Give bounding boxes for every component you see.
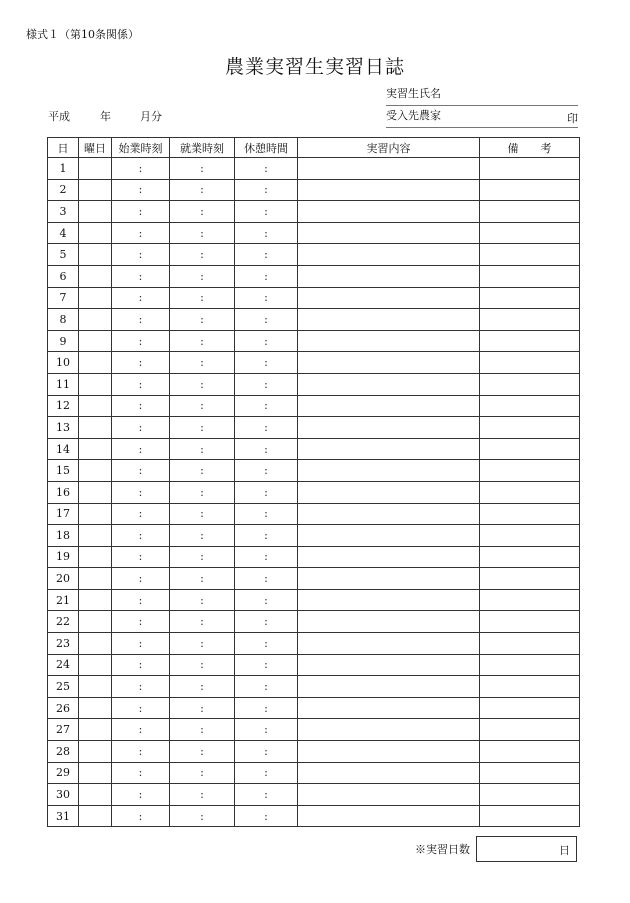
- weekday-cell[interactable]: [79, 611, 112, 633]
- training-content-cell[interactable]: [298, 460, 480, 482]
- weekday-cell[interactable]: [79, 784, 112, 806]
- table-row: [48, 611, 580, 633]
- end-time-cell[interactable]: :: [170, 222, 235, 244]
- column-header-weekday: 曜日: [79, 138, 112, 158]
- break-time-cell[interactable]: :: [235, 589, 298, 611]
- weekday-cell[interactable]: [79, 633, 112, 655]
- end-time-cell[interactable]: :: [170, 654, 235, 676]
- break-time-cell[interactable]: :: [235, 395, 298, 417]
- end-time-cell[interactable]: :: [170, 309, 235, 331]
- training-content-cell[interactable]: [298, 762, 480, 784]
- host-farm-label: 受入先農家: [386, 109, 441, 122]
- table-row: [48, 265, 580, 287]
- table-row: [48, 784, 580, 806]
- break-time-cell[interactable]: :: [235, 309, 298, 331]
- training-content-cell[interactable]: [298, 503, 480, 525]
- day-number: 27: [48, 719, 79, 741]
- weekday-cell[interactable]: [79, 460, 112, 482]
- end-time-cell[interactable]: :: [170, 741, 235, 763]
- end-time-cell[interactable]: :: [170, 568, 235, 590]
- remarks-cell[interactable]: [480, 287, 580, 309]
- weekday-cell[interactable]: [79, 287, 112, 309]
- remarks-cell[interactable]: [480, 481, 580, 503]
- table-row: [48, 546, 580, 568]
- break-time-cell[interactable]: :: [235, 460, 298, 482]
- weekday-cell[interactable]: [79, 222, 112, 244]
- start-time-cell[interactable]: :: [112, 503, 170, 525]
- table-row: [48, 525, 580, 547]
- table-row: [48, 222, 580, 244]
- break-time-cell[interactable]: :: [235, 611, 298, 633]
- day-number: 24: [48, 654, 79, 676]
- training-content-cell[interactable]: [298, 330, 480, 352]
- remarks-cell[interactable]: [480, 201, 580, 223]
- start-time-cell[interactable]: :: [112, 287, 170, 309]
- day-number: 17: [48, 503, 79, 525]
- start-time-cell[interactable]: :: [112, 784, 170, 806]
- remarks-cell[interactable]: [480, 244, 580, 266]
- end-time-cell[interactable]: :: [170, 589, 235, 611]
- remarks-cell[interactable]: [480, 805, 580, 827]
- training-content-cell[interactable]: [298, 481, 480, 503]
- column-header-start-time: 始業時刻: [112, 138, 170, 158]
- break-time-cell[interactable]: :: [235, 805, 298, 827]
- end-time-cell[interactable]: :: [170, 179, 235, 201]
- table-row: [48, 158, 580, 180]
- start-time-cell[interactable]: :: [112, 330, 170, 352]
- training-content-cell[interactable]: [298, 633, 480, 655]
- table-row: [48, 417, 580, 439]
- signature-block: [386, 84, 578, 128]
- table-row: [48, 633, 580, 655]
- end-time-cell[interactable]: :: [170, 546, 235, 568]
- training-content-cell[interactable]: [298, 784, 480, 806]
- year-label: 年: [100, 110, 111, 123]
- weekday-cell[interactable]: [79, 352, 112, 374]
- break-time-cell[interactable]: :: [235, 201, 298, 223]
- weekday-cell[interactable]: [79, 741, 112, 763]
- day-number: 20: [48, 568, 79, 590]
- training-content-cell[interactable]: [298, 352, 480, 374]
- day-number: 29: [48, 762, 79, 784]
- end-time-cell[interactable]: :: [170, 481, 235, 503]
- weekday-cell[interactable]: [79, 481, 112, 503]
- end-time-cell[interactable]: :: [170, 611, 235, 633]
- end-time-cell[interactable]: :: [170, 395, 235, 417]
- training-content-cell[interactable]: [298, 244, 480, 266]
- end-time-cell[interactable]: :: [170, 784, 235, 806]
- trainee-name-field[interactable]: [386, 84, 578, 106]
- training-content-cell[interactable]: [298, 697, 480, 719]
- end-time-cell[interactable]: :: [170, 460, 235, 482]
- training-content-cell[interactable]: [298, 309, 480, 331]
- day-number: 1: [48, 158, 79, 180]
- weekday-cell[interactable]: [79, 395, 112, 417]
- weekday-cell[interactable]: [79, 654, 112, 676]
- table-row: [48, 762, 580, 784]
- break-time-cell[interactable]: :: [235, 158, 298, 180]
- remarks-cell[interactable]: [480, 525, 580, 547]
- break-time-cell[interactable]: :: [235, 741, 298, 763]
- daily-log-table: [47, 137, 580, 827]
- seal-mark: 印: [567, 112, 578, 125]
- end-time-cell[interactable]: :: [170, 330, 235, 352]
- end-time-cell[interactable]: :: [170, 438, 235, 460]
- remarks-cell[interactable]: [480, 719, 580, 741]
- weekday-cell[interactable]: [79, 568, 112, 590]
- break-time-cell[interactable]: :: [235, 697, 298, 719]
- remarks-cell[interactable]: [480, 589, 580, 611]
- table-row: [48, 330, 580, 352]
- training-content-cell[interactable]: [298, 654, 480, 676]
- remarks-cell[interactable]: [480, 330, 580, 352]
- column-header-break-time: 休憩時間: [235, 138, 298, 158]
- start-time-cell[interactable]: :: [112, 762, 170, 784]
- training-content-cell[interactable]: [298, 676, 480, 698]
- training-content-cell[interactable]: [298, 158, 480, 180]
- remarks-cell[interactable]: [480, 676, 580, 698]
- start-time-cell[interactable]: :: [112, 265, 170, 287]
- remarks-cell[interactable]: [480, 222, 580, 244]
- training-content-cell[interactable]: [298, 568, 480, 590]
- training-content-cell[interactable]: [298, 589, 480, 611]
- training-content-cell[interactable]: [298, 719, 480, 741]
- day-number: 7: [48, 287, 79, 309]
- end-time-cell[interactable]: :: [170, 244, 235, 266]
- start-time-cell[interactable]: :: [112, 201, 170, 223]
- remarks-cell[interactable]: [480, 633, 580, 655]
- day-number: 4: [48, 222, 79, 244]
- table-row: [48, 676, 580, 698]
- start-time-cell[interactable]: :: [112, 460, 170, 482]
- break-time-cell[interactable]: :: [235, 287, 298, 309]
- break-time-cell[interactable]: :: [235, 762, 298, 784]
- table-row: [48, 460, 580, 482]
- end-time-cell[interactable]: :: [170, 805, 235, 827]
- total-days-unit: 日: [559, 844, 570, 857]
- table-row: [48, 373, 580, 395]
- remarks-cell[interactable]: [480, 568, 580, 590]
- column-header-remarks: 備 考: [480, 138, 580, 158]
- break-time-cell[interactable]: :: [235, 481, 298, 503]
- training-content-cell[interactable]: [298, 179, 480, 201]
- end-time-cell[interactable]: :: [170, 676, 235, 698]
- training-content-cell[interactable]: [298, 373, 480, 395]
- start-time-cell[interactable]: :: [112, 481, 170, 503]
- table-row: [48, 805, 580, 827]
- day-number: 19: [48, 546, 79, 568]
- table-row: [48, 568, 580, 590]
- table-row: [48, 352, 580, 374]
- end-time-cell[interactable]: :: [170, 719, 235, 741]
- day-number: 14: [48, 438, 79, 460]
- table-row: [48, 287, 580, 309]
- start-time-cell[interactable]: :: [112, 697, 170, 719]
- break-time-cell[interactable]: :: [235, 265, 298, 287]
- remarks-cell[interactable]: [480, 395, 580, 417]
- remarks-cell[interactable]: [480, 179, 580, 201]
- table-row: [48, 719, 580, 741]
- day-number: 16: [48, 481, 79, 503]
- break-time-cell[interactable]: :: [235, 179, 298, 201]
- training-content-cell[interactable]: [298, 525, 480, 547]
- break-time-cell[interactable]: :: [235, 784, 298, 806]
- remarks-cell[interactable]: [480, 654, 580, 676]
- weekday-cell[interactable]: [79, 762, 112, 784]
- weekday-cell[interactable]: [79, 417, 112, 439]
- break-time-cell[interactable]: :: [235, 676, 298, 698]
- start-time-cell[interactable]: :: [112, 222, 170, 244]
- training-content-cell[interactable]: [298, 741, 480, 763]
- start-time-cell[interactable]: :: [112, 568, 170, 590]
- day-number: 9: [48, 330, 79, 352]
- start-time-cell[interactable]: :: [112, 676, 170, 698]
- day-number: 5: [48, 244, 79, 266]
- table-row: [48, 589, 580, 611]
- total-days-field[interactable]: [476, 836, 577, 862]
- break-time-cell[interactable]: :: [235, 352, 298, 374]
- table-row: [48, 481, 580, 503]
- end-time-cell[interactable]: :: [170, 503, 235, 525]
- end-time-cell[interactable]: :: [170, 158, 235, 180]
- break-time-cell[interactable]: :: [235, 633, 298, 655]
- remarks-cell[interactable]: [480, 762, 580, 784]
- start-time-cell[interactable]: :: [112, 417, 170, 439]
- table-header-row: [48, 138, 580, 158]
- start-time-cell[interactable]: :: [112, 395, 170, 417]
- day-number: 15: [48, 460, 79, 482]
- table-row: [48, 741, 580, 763]
- column-header-training-content: 実習内容: [298, 138, 480, 158]
- start-time-cell[interactable]: :: [112, 309, 170, 331]
- end-time-cell[interactable]: :: [170, 697, 235, 719]
- era-label: 平成: [48, 110, 70, 123]
- month-label: 月分: [140, 110, 162, 123]
- host-farm-field[interactable]: [386, 106, 578, 128]
- day-number: 23: [48, 633, 79, 655]
- start-time-cell[interactable]: :: [112, 525, 170, 547]
- remarks-cell[interactable]: [480, 417, 580, 439]
- break-time-cell[interactable]: :: [235, 417, 298, 439]
- weekday-cell[interactable]: [79, 805, 112, 827]
- day-number: 3: [48, 201, 79, 223]
- weekday-cell[interactable]: [79, 179, 112, 201]
- day-number: 13: [48, 417, 79, 439]
- start-time-cell[interactable]: :: [112, 633, 170, 655]
- day-number: 26: [48, 697, 79, 719]
- break-time-cell[interactable]: :: [235, 373, 298, 395]
- training-content-cell[interactable]: [298, 395, 480, 417]
- break-time-cell[interactable]: :: [235, 222, 298, 244]
- day-number: 8: [48, 309, 79, 331]
- day-number: 11: [48, 373, 79, 395]
- day-number: 25: [48, 676, 79, 698]
- remarks-cell[interactable]: [480, 697, 580, 719]
- end-time-cell[interactable]: :: [170, 201, 235, 223]
- page-title: 農業実習生実習日誌: [224, 56, 405, 78]
- end-time-cell[interactable]: :: [170, 265, 235, 287]
- table-row: [48, 179, 580, 201]
- period-line: [48, 108, 162, 124]
- weekday-cell[interactable]: [79, 265, 112, 287]
- training-content-cell[interactable]: [298, 438, 480, 460]
- start-time-cell[interactable]: :: [112, 805, 170, 827]
- end-time-cell[interactable]: :: [170, 762, 235, 784]
- start-time-cell[interactable]: :: [112, 589, 170, 611]
- remarks-cell[interactable]: [480, 265, 580, 287]
- weekday-cell[interactable]: [79, 201, 112, 223]
- table-row: [48, 395, 580, 417]
- start-time-cell[interactable]: :: [112, 158, 170, 180]
- remarks-cell[interactable]: [480, 611, 580, 633]
- weekday-cell[interactable]: [79, 373, 112, 395]
- training-content-cell[interactable]: [298, 611, 480, 633]
- table-row: [48, 201, 580, 223]
- weekday-cell[interactable]: [79, 697, 112, 719]
- remarks-cell[interactable]: [480, 546, 580, 568]
- end-time-cell[interactable]: :: [170, 633, 235, 655]
- start-time-cell[interactable]: :: [112, 244, 170, 266]
- end-time-cell[interactable]: :: [170, 525, 235, 547]
- remarks-cell[interactable]: [480, 741, 580, 763]
- remarks-cell[interactable]: [480, 460, 580, 482]
- form-number: 様式１（第10条関係）: [26, 28, 139, 41]
- remarks-cell[interactable]: [480, 373, 580, 395]
- weekday-cell[interactable]: [79, 330, 112, 352]
- break-time-cell[interactable]: :: [235, 654, 298, 676]
- weekday-cell[interactable]: [79, 589, 112, 611]
- break-time-cell[interactable]: :: [235, 244, 298, 266]
- remarks-cell[interactable]: [480, 438, 580, 460]
- training-content-cell[interactable]: [298, 265, 480, 287]
- table-row: [48, 697, 580, 719]
- table-row: [48, 438, 580, 460]
- break-time-cell[interactable]: :: [235, 330, 298, 352]
- day-number: 22: [48, 611, 79, 633]
- start-time-cell[interactable]: :: [112, 719, 170, 741]
- day-number: 10: [48, 352, 79, 374]
- weekday-cell[interactable]: [79, 719, 112, 741]
- training-content-cell[interactable]: [298, 805, 480, 827]
- remarks-cell[interactable]: [480, 158, 580, 180]
- day-number: 6: [48, 265, 79, 287]
- start-time-cell[interactable]: :: [112, 373, 170, 395]
- end-time-cell[interactable]: :: [170, 373, 235, 395]
- remarks-cell[interactable]: [480, 503, 580, 525]
- start-time-cell[interactable]: :: [112, 179, 170, 201]
- weekday-cell[interactable]: [79, 309, 112, 331]
- table-row: [48, 654, 580, 676]
- day-number: 31: [48, 805, 79, 827]
- weekday-cell[interactable]: [79, 438, 112, 460]
- start-time-cell[interactable]: :: [112, 438, 170, 460]
- day-number: 21: [48, 589, 79, 611]
- start-time-cell[interactable]: :: [112, 741, 170, 763]
- column-header-end-time: 就業時刻: [170, 138, 235, 158]
- training-content-cell[interactable]: [298, 417, 480, 439]
- break-time-cell[interactable]: :: [235, 546, 298, 568]
- table-row: [48, 503, 580, 525]
- training-content-cell[interactable]: [298, 546, 480, 568]
- remarks-cell[interactable]: [480, 309, 580, 331]
- break-time-cell[interactable]: :: [235, 438, 298, 460]
- weekday-cell[interactable]: [79, 676, 112, 698]
- weekday-cell[interactable]: [79, 244, 112, 266]
- weekday-cell[interactable]: [79, 503, 112, 525]
- start-time-cell[interactable]: :: [112, 654, 170, 676]
- day-number: 28: [48, 741, 79, 763]
- break-time-cell[interactable]: :: [235, 503, 298, 525]
- total-days: [415, 836, 577, 862]
- break-time-cell[interactable]: :: [235, 568, 298, 590]
- training-content-cell[interactable]: [298, 287, 480, 309]
- break-time-cell[interactable]: :: [235, 719, 298, 741]
- day-number: 18: [48, 525, 79, 547]
- training-content-cell[interactable]: [298, 222, 480, 244]
- table-row: [48, 244, 580, 266]
- weekday-cell[interactable]: [79, 158, 112, 180]
- start-time-cell[interactable]: :: [112, 611, 170, 633]
- training-content-cell[interactable]: [298, 201, 480, 223]
- trainee-name-label: 実習生氏名: [386, 87, 441, 100]
- day-number: 12: [48, 395, 79, 417]
- remarks-cell[interactable]: [480, 352, 580, 374]
- total-days-label: ※実習日数: [415, 843, 470, 856]
- end-time-cell[interactable]: :: [170, 417, 235, 439]
- start-time-cell[interactable]: :: [112, 352, 170, 374]
- remarks-cell[interactable]: [480, 784, 580, 806]
- weekday-cell[interactable]: [79, 525, 112, 547]
- break-time-cell[interactable]: :: [235, 525, 298, 547]
- day-number: 30: [48, 784, 79, 806]
- weekday-cell[interactable]: [79, 546, 112, 568]
- table-row: [48, 309, 580, 331]
- day-number: 2: [48, 179, 79, 201]
- end-time-cell[interactable]: :: [170, 287, 235, 309]
- column-header-day: 日: [48, 138, 79, 158]
- end-time-cell[interactable]: :: [170, 352, 235, 374]
- start-time-cell[interactable]: :: [112, 546, 170, 568]
